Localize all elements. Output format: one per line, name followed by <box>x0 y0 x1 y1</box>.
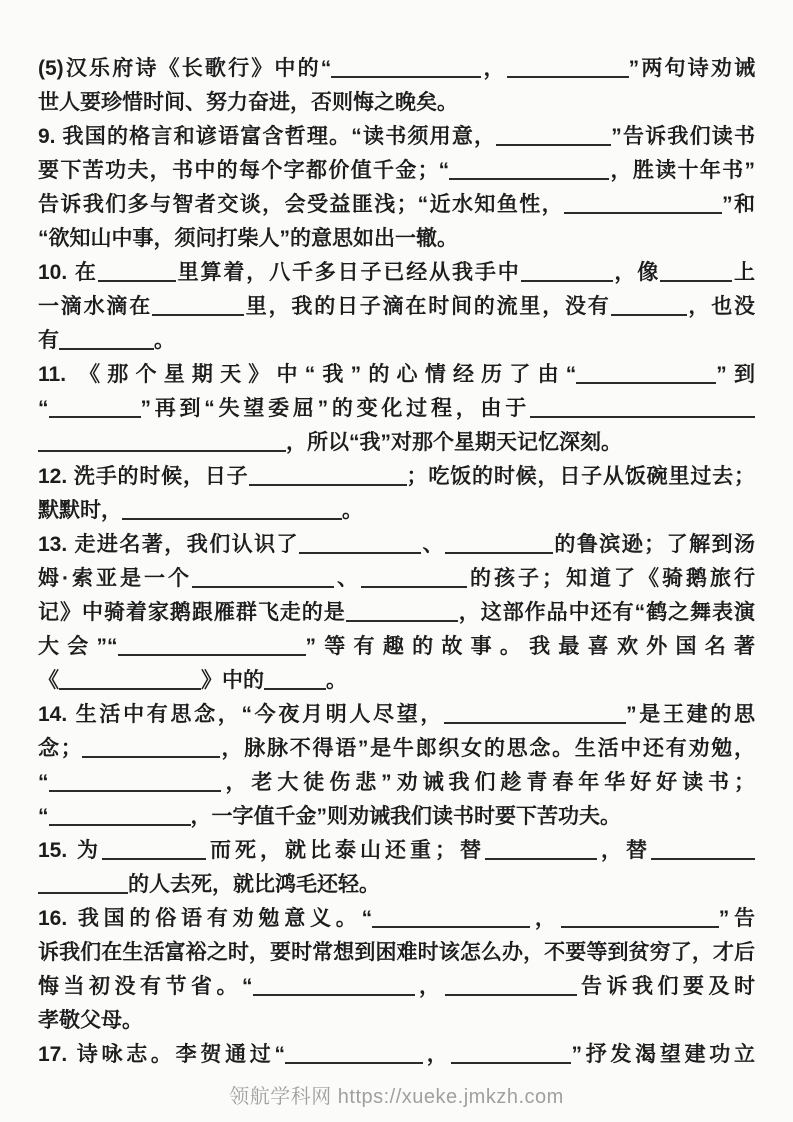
question-line <box>38 868 755 902</box>
line-text: 、 <box>421 533 445 556</box>
question-line <box>38 256 755 290</box>
line-text: ”是王建的思 <box>626 703 755 726</box>
line-text: 里算着，八千多日子已经从我手中 <box>175 261 521 284</box>
question-line <box>38 970 755 1004</box>
line-text: 》中的 <box>201 669 264 692</box>
fill-in-blank <box>59 332 154 350</box>
fill-in-blank <box>59 672 201 690</box>
question-line <box>38 1038 755 1072</box>
fill-in-blank <box>38 434 286 452</box>
fill-in-blank <box>451 1046 571 1064</box>
line-text: ， <box>423 1043 452 1066</box>
fill-in-blank <box>444 706 626 724</box>
fill-in-blank <box>49 774 221 792</box>
line-text: 的人去死，就比鸿毛还轻。 <box>128 873 380 896</box>
fill-in-blank <box>521 264 613 282</box>
fill-in-blank <box>122 502 342 520</box>
fill-in-blank <box>372 910 530 928</box>
fill-in-blank <box>346 604 458 622</box>
fill-in-blank <box>445 978 577 996</box>
line-text: 。 <box>342 499 363 522</box>
line-text: ， <box>481 57 507 80</box>
fill-in-blank <box>299 536 421 554</box>
question-line <box>38 562 755 596</box>
line-text: 孝敬父母。 <box>38 1009 143 1032</box>
fill-in-blank <box>249 468 407 486</box>
fill-in-blank <box>192 570 334 588</box>
fill-in-blank <box>98 264 176 282</box>
line-text: 姆·索亚是一个 <box>38 567 192 590</box>
fill-in-blank <box>611 298 687 316</box>
question-line <box>38 52 755 86</box>
fill-in-blank <box>331 60 481 78</box>
question-line <box>38 358 755 392</box>
fill-in-blank <box>361 570 467 588</box>
fill-in-blank <box>561 910 719 928</box>
fill-in-blank <box>496 128 611 146</box>
fill-in-blank <box>49 400 141 418</box>
line-text: ，一字值千金”则劝诫我们读书时要下苦功夫。 <box>190 805 621 828</box>
fill-in-blank <box>264 672 326 690</box>
line-text: 里，我的日子滴在时间的流里，没有 <box>244 295 611 318</box>
question-line <box>38 732 755 766</box>
fill-in-blank <box>530 400 755 418</box>
line-text: ，脉脉不得语”是牛郎织女的思念。生活中还有劝勉， <box>219 737 756 760</box>
line-text: ，胜读十年书” <box>609 159 756 182</box>
line-text: 诉我们在生活富裕之时，要时常想到困难时该怎么办，不要等到贫穷了，才后 <box>38 941 755 964</box>
fill-in-blank <box>576 366 716 384</box>
fill-in-blank <box>507 60 629 78</box>
line-text: 16. 我国的俗语有劝勉意义。“ <box>38 907 373 930</box>
fill-in-blank <box>152 298 244 316</box>
question-line <box>38 494 755 528</box>
fill-in-blank <box>102 842 206 860</box>
line-text: 13. 走进名著，我们认识了 <box>38 533 300 556</box>
line-text: ”和 <box>722 193 756 216</box>
line-text: 而死，就比泰山还重；替 <box>206 839 486 862</box>
fill-in-blank <box>651 842 755 860</box>
question-line <box>38 596 755 630</box>
question-line <box>38 426 755 460</box>
line-text: “欲知山中事，须问打柴人”的意思如出一辙。 <box>38 227 458 250</box>
line-text: ”两句诗劝诫 <box>628 57 756 80</box>
fill-in-blank <box>82 740 220 758</box>
fill-in-blank <box>485 842 597 860</box>
question-line <box>38 86 755 120</box>
line-text: 上 <box>732 261 756 284</box>
question-line <box>38 188 755 222</box>
line-text: ”告诉我们读书 <box>611 125 755 148</box>
question-line <box>38 800 755 834</box>
question-line <box>38 324 755 358</box>
question-line <box>38 528 755 562</box>
question-line <box>38 834 755 868</box>
line-text: 。 <box>154 329 175 352</box>
line-text: ”再到“失望委屈”的变化过程，由于 <box>140 397 530 420</box>
line-text: ，像 <box>612 261 661 284</box>
line-text: 记》中骑着家鹅跟雁群飞走的是 <box>38 601 346 624</box>
line-text: 10. 在 <box>38 261 98 284</box>
line-text: 念； <box>38 737 82 760</box>
line-text: ，老大徒伤悲”劝诫我们趁青春年华好好读书； <box>220 771 755 794</box>
line-text: 一滴水滴在 <box>38 295 152 318</box>
question-line <box>38 222 755 256</box>
line-text: “ <box>38 397 49 420</box>
line-text: ，也没 <box>686 295 756 318</box>
line-text: 《 <box>38 669 59 692</box>
question-line <box>38 120 755 154</box>
lines-container <box>38 52 755 1072</box>
question-line <box>38 1004 755 1038</box>
line-text: 要下苦功夫，书中的每个字都价值千金；“ <box>38 159 450 182</box>
watermark-text: 领航学科网 https://xueke.jmkzh.com <box>229 1086 564 1108</box>
line-text: 有 <box>38 329 59 352</box>
fill-in-blank <box>445 536 553 554</box>
line-text: ”到 <box>716 363 756 386</box>
line-text: ，替 <box>597 839 652 862</box>
line-text: ”抒发渴望建功立 <box>571 1043 756 1066</box>
question-line <box>38 664 755 698</box>
question-line <box>38 766 755 800</box>
line-text: 告诉我们多与智者交谈，会受益匪浅；“近水知鱼性， <box>38 193 565 216</box>
line-text: 12. 洗手的时候，日子 <box>38 465 249 488</box>
line-text: 告诉我们要及时 <box>576 975 755 998</box>
question-line <box>38 936 755 970</box>
line-text: 9. 我国的格言和谚语富含哲理。“读书须用意， <box>38 125 497 148</box>
line-text: ”等有趣的故事。我最喜欢外国名著 <box>305 635 756 658</box>
line-text: “ <box>38 805 49 828</box>
question-line <box>38 290 755 324</box>
line-text: 17. 诗咏志。李贺通过“ <box>38 1043 286 1066</box>
line-text: 的孩子；知道了《骑鹅旅行 <box>467 567 755 590</box>
fill-in-blank <box>118 638 306 656</box>
line-text: 默默时， <box>38 499 122 522</box>
line-text: 世人要珍惜时间、努力奋进，否则悔之晚矣。 <box>38 91 458 114</box>
question-line <box>38 154 755 188</box>
line-text: 、 <box>334 567 361 590</box>
line-text: ”告 <box>718 907 756 930</box>
line-text: 15. 为 <box>38 839 103 862</box>
line-text: ；吃饭的时候，日子从饭碗里过去； <box>406 465 755 488</box>
question-line <box>38 698 755 732</box>
fill-in-blank <box>285 1046 423 1064</box>
fill-in-blank <box>49 808 191 826</box>
line-text: ，所以“我”对那个星期天记忆深刻。 <box>286 431 622 454</box>
fill-in-blank <box>449 162 609 180</box>
line-text: ， <box>414 975 445 998</box>
fill-in-blank <box>564 196 722 214</box>
question-line <box>38 902 755 936</box>
fill-in-blank <box>253 978 415 996</box>
line-text: ， <box>530 907 561 930</box>
line-text: ，这部作品中还有“鹤之舞表演 <box>457 601 755 624</box>
line-text: 11. 《那个星期天》中“我”的心情经历了由“ <box>38 363 577 386</box>
line-text: (5)汉乐府诗《长歌行》中的“ <box>38 57 332 80</box>
fill-in-blank <box>660 264 732 282</box>
line-text: 。 <box>326 669 347 692</box>
fill-in-blank <box>38 876 128 894</box>
line-text: 悔当初没有节省。“ <box>38 975 253 998</box>
question-line <box>38 392 755 426</box>
line-text: 14. 生活中有思念，“今夜月明人尽望， <box>38 703 445 726</box>
line-text: 大会”“ <box>38 635 118 658</box>
question-line <box>38 630 755 664</box>
question-line <box>38 460 755 494</box>
line-text: 的鲁滨逊；了解到汤 <box>552 533 755 556</box>
line-text: “ <box>38 771 49 794</box>
